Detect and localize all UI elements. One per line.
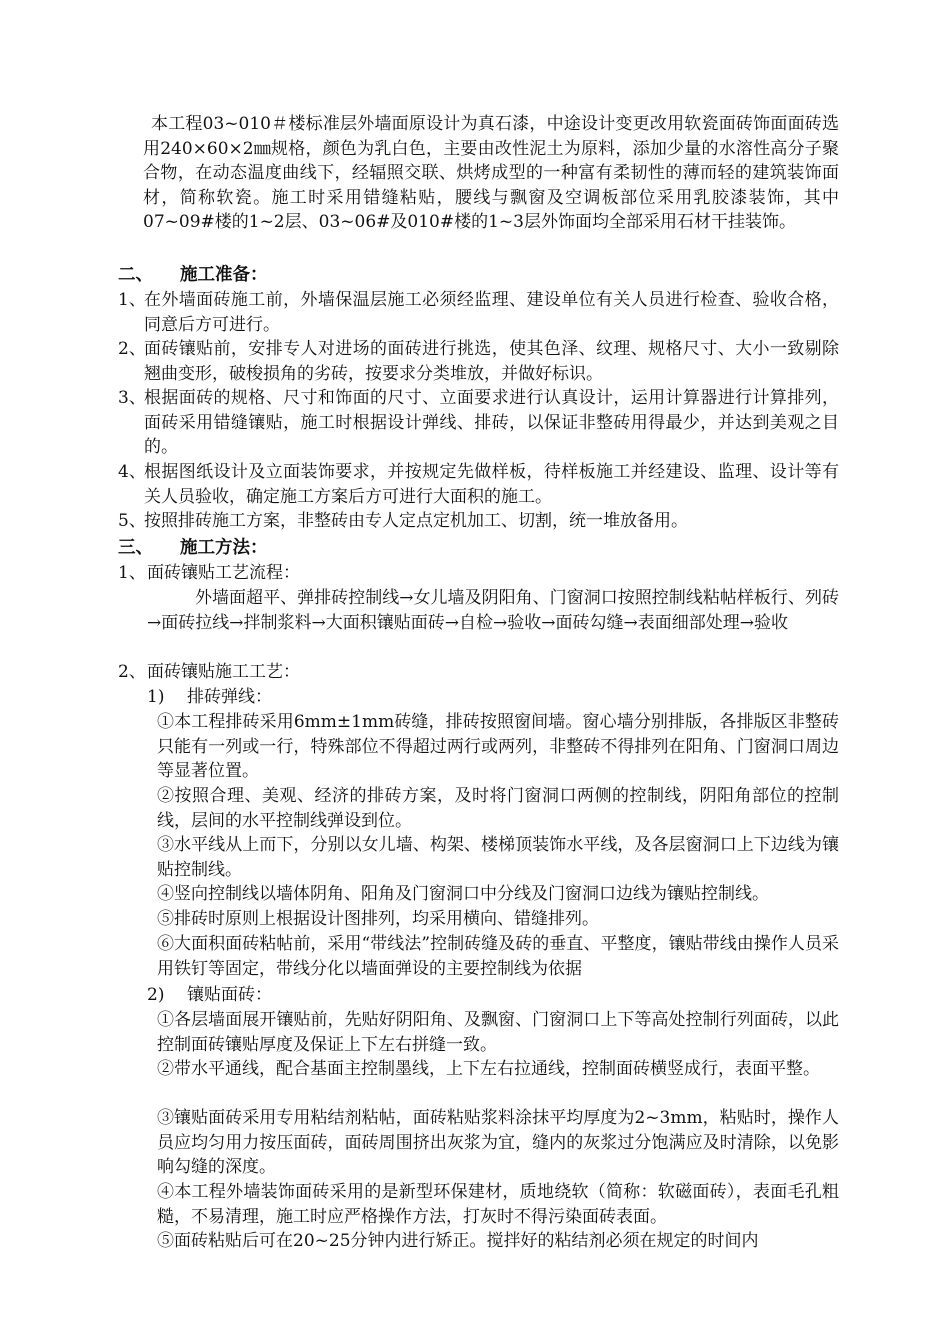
item-text: 在外墙面砖施工前，外墙保温层施工必须经监理、建设单位有关人员进行检查、验收合格，同意后方可进行。 <box>144 290 839 335</box>
list-item <box>118 288 839 337</box>
subsection-title: 面砖镶贴工艺流程： <box>147 563 300 583</box>
step-text: ⑤排砖时原则上根据设计图排列，均采用横向、错缝排列。 <box>157 909 599 929</box>
step-item <box>157 932 839 981</box>
step-item <box>157 882 839 907</box>
list-item <box>118 386 839 460</box>
part-title: 排砖弹线： <box>187 687 272 707</box>
process-flow-text <box>147 586 839 635</box>
part-number: 1) <box>147 687 165 707</box>
step-text: ①各层墙面展开镶贴前，先贴好阴阳角、及飘窗、门窗洞口上下等高处控制行列面砖，以此控制面砖镶贴厚度及保证上下左右拼缝一致。 <box>157 1010 839 1055</box>
step-item <box>157 784 839 833</box>
step-item <box>157 1106 839 1180</box>
section-2-heading <box>118 263 268 288</box>
step-item <box>157 1008 839 1057</box>
step-text: ⑤面砖粘贴后可在20~25分钟内进行矫正。搅拌好的粘结剂必须在规定的时间内 <box>157 1231 759 1251</box>
item-text: 根据面砖的规格、尺寸和饰面的尺寸、立面要求进行认真设计，运用计算器进行计算排列，面砖采用错缝镶贴，施工时根据设计弹线、排砖，以保证非整砖用得最少，并达到美观之目的。 <box>144 388 839 458</box>
subsection-title: 面砖镶贴施工工艺： <box>147 662 300 682</box>
step-text: ③镶贴面砖采用专用粘结剂粘帖，面砖粘贴浆料涂抹平均厚度为2~3mm，粘贴时，操作人员应均匀用力按压面砖，面砖周围挤出灰浆为宜，缝内的灰浆过分饱满应及时清除，以免影响勾缝的深度。 <box>157 1108 839 1178</box>
step-item <box>157 1229 839 1254</box>
section-3-heading <box>118 536 268 561</box>
section-title: 施工准备： <box>180 265 268 285</box>
step-item <box>157 1057 839 1082</box>
item-number: 2、 <box>118 339 146 359</box>
section-number: 二、 <box>118 265 153 285</box>
list-item <box>118 509 839 534</box>
step-text: ③水平线从上而下，分别以女儿墙、构架、楼梯顶装饰水平线，及各层窗洞口上下边线为镶贴控制线。 <box>157 835 839 880</box>
step-item <box>157 907 839 932</box>
item-number: 3、 <box>118 388 146 408</box>
item-number: 5、 <box>118 511 146 531</box>
step-item <box>157 1180 839 1229</box>
item-text: 面砖镶贴前，安排专人对进场的面砖进行挑选，使其色泽、纹理、规格尺寸、大小一致剔除翘曲变形，破梭损角的劣砖，按要求分类堆放，并做好标识。 <box>144 339 839 384</box>
part-number: 2) <box>147 985 165 1005</box>
subsection-number: 2、 <box>118 662 146 682</box>
item-text: 根据图纸设计及立面装饰要求，并按规定先做样板，待样板施工并经建设、监理、设计等有关人员验收，确定施工方案后方可进行大面积的施工。 <box>144 462 839 507</box>
step-text: ②带水平通线，配合基面主控制墨线，上下左右拉通线，控制面砖横竖成行，表面平整。 <box>157 1059 820 1079</box>
item-number: 1、 <box>118 290 146 310</box>
subsection-number: 1、 <box>118 563 146 583</box>
item-text: 按照排砖施工方案，非整砖由专人定点定机加工、切割，统一堆放备用。 <box>144 511 688 531</box>
subsection-1-heading <box>118 561 839 586</box>
section-title: 施工方法： <box>180 538 268 558</box>
step-text: ⑥大面积面砖粘帖前，采用“带线法”控制砖缝及砖的垂直、平整度，镶贴带线由操作人员采用铁钉等固定，带线分化以墙面弹设的主要控制线为依据 <box>157 934 839 979</box>
part-2-heading <box>147 983 272 1008</box>
step-text: ④本工程外墙装饰面砖采用的是新型环保建材，质地绕软（简称：软磁面砖），表面毛孔粗糙，不易清理，施工时应严格操作方法，打灰时不得污染面砖表面。 <box>157 1182 839 1227</box>
section-number: 三、 <box>118 538 153 558</box>
subsection-2-heading <box>118 660 839 685</box>
intro-text: 本工程03~010＃楼标准层外墙面原设计为真石漆，中途设计变更改用软瓷面砖饰面面砖选用240×60×2㎜规格，颜色为乳白色，主要由改性泥土为原料，添加少量的水溶性高分子聚合物，在动态温度曲线下，经辐照交联、烘烤成型的一种富有柔韧性的薄而轻的建筑装饰面材，简称软瓷。施工时采用错缝粘贴，腰线与飘窗及空调板部位采用乳胶漆装饰，其中07~09#楼的1~2层、03~06#及010#楼的1~3层外饰面均全部采用石材干挂装饰。 <box>143 114 839 233</box>
list-item <box>118 337 839 386</box>
list-item <box>118 460 839 509</box>
part-title: 镶贴面砖： <box>187 985 272 1005</box>
step-item <box>157 833 839 882</box>
item-number: 4、 <box>118 462 146 482</box>
step-text: ④竖向控制线以墙体阴角、阳角及门窗洞口中分线及门窗洞口边线为镶贴控制线。 <box>157 884 769 904</box>
intro-paragraph <box>143 112 839 235</box>
step-text: ②按照合理、美观、经济的排砖方案，及时将门窗洞口两侧的控制线，阴阳角部位的控制线，层间的水平控制线弹设到位。 <box>157 786 839 831</box>
part-1-heading <box>147 685 272 710</box>
step-text: ①本工程排砖采用6mm±1mm砖缝，排砖按照窗间墙。窗心墙分别排版，各排版区非整砖只能有一列或一行，特殊部位不得超过两行或两列，非整砖不得排列在阳角、门窗洞口周边等显著位置。 <box>157 712 839 782</box>
flow-text: 外墙面超平、弹排砖控制线→女儿墙及阴阳角、门窗洞口按照控制线粘帖样板行、列砖→面砖拉线→拌制浆料→大面积镶贴面砖→自检→验收→面砖勾缝→表面细部处理→验收 <box>147 588 839 633</box>
step-item <box>157 710 839 784</box>
